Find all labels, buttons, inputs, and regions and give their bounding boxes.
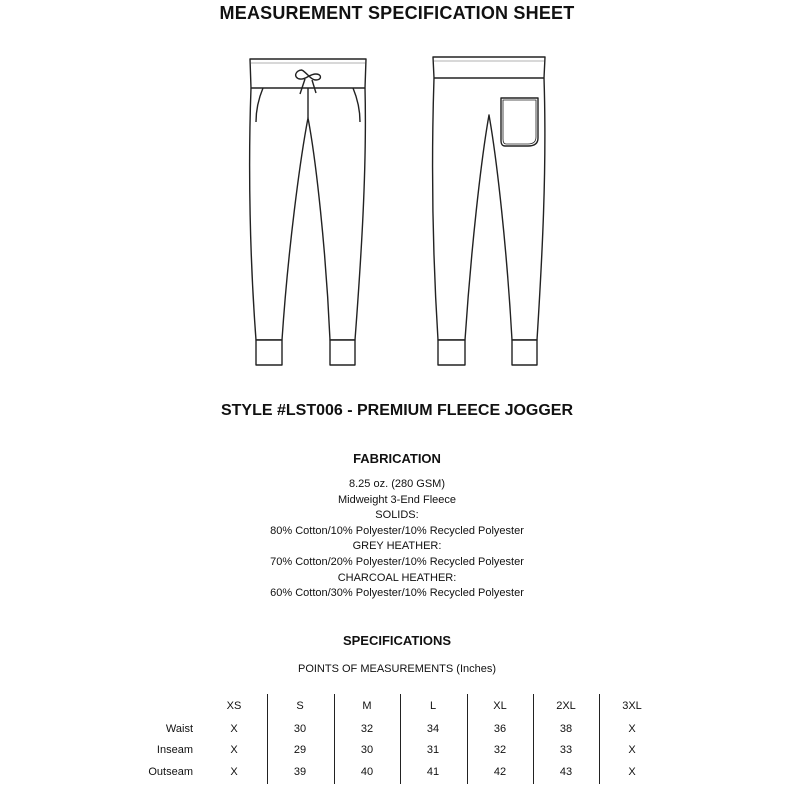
jogger-back-view [433, 57, 545, 365]
fabrication-details [0, 477, 794, 602]
measurement-value: 30 [293, 723, 307, 735]
measurement-label-outseam: Outseam [148, 766, 193, 778]
size-header-3xl: 3XL [622, 700, 642, 712]
measurement-value: 33 [559, 744, 573, 756]
size-header-l: L [429, 700, 437, 712]
measurement-value: X [230, 766, 238, 778]
page-title: MEASUREMENT SPECIFICATION SHEET [219, 3, 575, 23]
measurement-value: X [628, 766, 636, 778]
jogger-front-view [250, 59, 366, 365]
size-header-xs: XS [226, 700, 242, 712]
size-header-s: S [296, 700, 304, 712]
measurement-value: X [230, 744, 238, 756]
fabrication-line: Midweight 3-End Fleece [337, 493, 456, 506]
measurement-value: 29 [293, 744, 307, 756]
fabrication-title: FABRICATION [353, 451, 441, 466]
measurement-value: 38 [559, 723, 573, 735]
size-header-2xl: 2XL [556, 700, 576, 712]
measurement-value: 31 [426, 744, 440, 756]
points-of-measurement-title: POINTS OF MEASUREMENTS (Inches) [297, 663, 497, 675]
column-divider [334, 694, 335, 784]
column-divider [533, 694, 534, 784]
measurement-value: 32 [493, 744, 507, 756]
measurement-label-inseam: Inseam [156, 744, 193, 756]
measurement-value: 42 [493, 766, 507, 778]
measurement-value: X [628, 723, 636, 735]
measurement-value: 30 [360, 744, 374, 756]
column-divider [599, 694, 600, 784]
column-divider [400, 694, 401, 784]
style-title: STYLE #LST006 - PREMIUM FLEECE JOGGER [220, 402, 574, 419]
measurement-value: 36 [493, 723, 507, 735]
fabrication-line: CHARCOAL HEATHER: [337, 571, 457, 584]
measurement-value: 40 [360, 766, 374, 778]
size-header-xl: XL [493, 700, 507, 712]
specifications-title: SPECIFICATIONS [342, 633, 452, 648]
fabrication-line: GREY HEATHER: [352, 540, 442, 553]
fabrication-line: SOLIDS: [375, 509, 419, 522]
column-divider [267, 694, 268, 784]
size-header-m: M [362, 700, 372, 712]
measurement-value: 32 [360, 723, 374, 735]
measurement-value: 43 [559, 766, 573, 778]
measurement-value: X [628, 744, 636, 756]
measurement-value: X [230, 723, 238, 735]
fabrication-line: 70% Cotton/20% Polyester/10% Recycled Polyester [270, 555, 524, 568]
fabrication-line: 80% Cotton/10% Polyester/10% Recycled Polyester [270, 524, 524, 537]
measurement-value: 39 [293, 766, 307, 778]
column-divider [467, 694, 468, 784]
fabrication-line: 60% Cotton/30% Polyester/10% Recycled Polyester [270, 587, 524, 600]
measurement-label-waist: Waist [165, 723, 193, 735]
fabrication-line: 8.25 oz. (280 GSM) [349, 478, 445, 490]
measurement-value: 34 [426, 723, 440, 735]
measurement-value: 41 [426, 766, 440, 778]
